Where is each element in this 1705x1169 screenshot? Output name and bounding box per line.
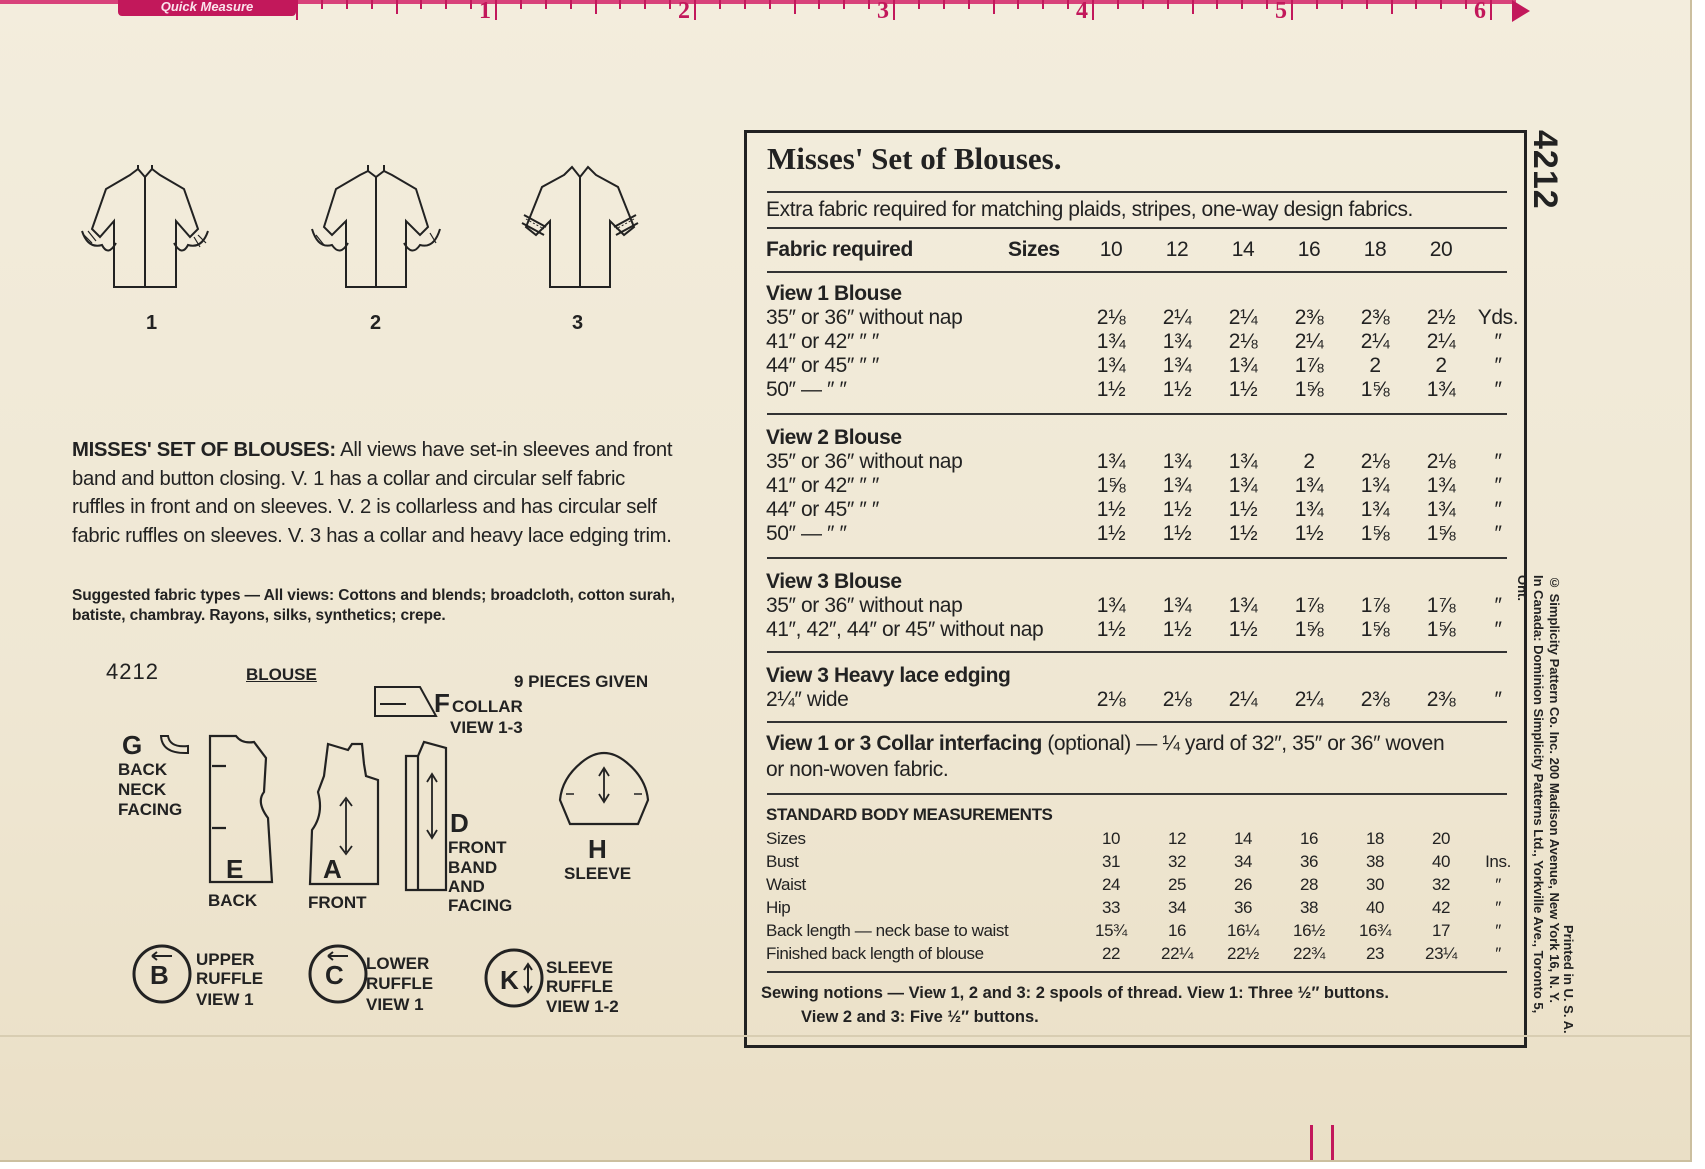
sewing-notions: [761, 981, 1513, 1029]
ruler-tick: [595, 0, 597, 14]
front-band-piece-shape: [402, 738, 450, 894]
row-label: 41″ or 42″ ″ ″: [766, 474, 879, 497]
divider: [767, 271, 1507, 273]
row-label: Waist: [766, 875, 806, 894]
row-cell: 1½: [1162, 498, 1192, 521]
divider: [767, 971, 1507, 973]
row-label: 35″ or 36″ without nap: [766, 306, 963, 329]
row-cell: 1⅞: [1426, 594, 1456, 617]
piece-B-letter: B: [150, 960, 169, 990]
piece-G-name-3: FACING: [118, 800, 183, 819]
row-cell: 17: [1431, 921, 1451, 940]
row-cell: 1½: [1096, 378, 1126, 401]
row-label: 41″, 42″, 44″ or 45″ without nap: [766, 618, 1044, 641]
row-cell: 1⅝: [1360, 522, 1390, 545]
row-label: Sizes: [766, 829, 806, 848]
row-cell: 2¼: [1294, 688, 1324, 711]
row-unit: ″: [1494, 618, 1502, 641]
ruler-tick: [1167, 0, 1169, 9]
divider: [767, 413, 1507, 415]
ruler-tick: [1142, 0, 1144, 9]
ruler-tick: [619, 0, 621, 9]
row-cell: 32: [1431, 875, 1451, 894]
ruler-tick: [1216, 0, 1218, 9]
row-cell: 1¾: [1360, 498, 1390, 521]
size-header: 16: [1297, 238, 1321, 261]
ruler-tick: [445, 0, 447, 9]
row-cell: 1¾: [1162, 594, 1192, 617]
row-cell: 2¼: [1162, 306, 1192, 329]
row-cell: 34: [1233, 852, 1253, 871]
piece-C-name-2: RUFFLE: [366, 974, 434, 993]
row-cell: 2⅜: [1360, 688, 1390, 711]
row-cell: 10: [1101, 829, 1121, 848]
row-cell: 24: [1101, 875, 1121, 894]
row-cell: 1½: [1162, 522, 1192, 545]
row-cell: 31: [1101, 852, 1121, 871]
interfacing-text: (optional) — ¼ yard of 32″, 35″ or 36″ woven: [1047, 732, 1445, 755]
row-cell: 33: [1101, 898, 1121, 917]
row-unit: ″: [1494, 474, 1502, 497]
row-cell: 23: [1365, 944, 1385, 963]
sketch-label-1: 1: [146, 312, 158, 334]
row-unit: ″: [1494, 450, 1502, 473]
piece-K-name-1: SLEEVE: [546, 958, 614, 977]
ruler-tick: [1042, 0, 1044, 9]
copyright-text: [1515, 575, 1562, 1035]
ruler-tick: [1490, 0, 1492, 20]
ruler-tick: [346, 0, 348, 9]
row-label: 50″ — ″ ″: [766, 522, 847, 545]
piece-F-name: COLLAR: [452, 697, 523, 716]
canada-line: In Canada: Dominion Simplicity Patterns Ltd., Yorkville Ave., Toronto 5, Ont.: [1515, 575, 1546, 1014]
size-header: 14: [1231, 238, 1255, 261]
row-cell: 2: [1303, 450, 1315, 473]
row-unit: ″: [1494, 522, 1502, 545]
ruler-number-1: 1: [479, 0, 491, 24]
ruler-tick: [1440, 0, 1442, 9]
divider: [767, 651, 1507, 653]
row-unit: Ins.: [1485, 852, 1511, 871]
row-cell: 1¾: [1228, 354, 1258, 377]
ruler-tick: [993, 0, 995, 14]
fabric-required-label: Fabric required: [766, 238, 913, 261]
piece-K-letter: K: [500, 965, 519, 995]
row-cell: 20: [1431, 829, 1451, 848]
row-cell: 30: [1365, 875, 1385, 894]
row-cell: 12: [1167, 829, 1187, 848]
row-cell: 1¾: [1162, 354, 1192, 377]
row-cell: 18: [1365, 829, 1385, 848]
suggested-fabric-types: Suggested fabric types — All views: Cottons and blends; broadcloth, cotton surah, batiste, chambray. Rayons, silks, synthetics; crepe.: [72, 587, 675, 624]
quick-measure-ruler: [0, 0, 1540, 22]
row-unit: ″: [1494, 594, 1502, 617]
ruler-tick: [769, 0, 771, 9]
row-cell: 1⅞: [1360, 594, 1390, 617]
divider: [767, 721, 1507, 723]
row-cell: 1¾: [1228, 474, 1258, 497]
row-cell: 2⅛: [1360, 450, 1390, 473]
ruler-tick: [943, 0, 945, 9]
row-cell: 1⅝: [1426, 522, 1456, 545]
row-cell: 1¾: [1294, 498, 1324, 521]
piece-A-name: FRONT: [308, 893, 367, 912]
divider: [767, 557, 1507, 559]
row-cell: 2⅛: [1228, 330, 1258, 353]
size-header: 10: [1099, 238, 1123, 261]
divider: [767, 227, 1507, 229]
ruler-number-2: 2: [678, 0, 690, 24]
interfacing-heading: View 1 or 3 Collar interfacing: [766, 732, 1042, 755]
row-label: 35″ or 36″ without nap: [766, 594, 963, 617]
piece-D-name-2: BAND: [448, 858, 498, 877]
piece-B-name-1: UPPER: [196, 950, 255, 969]
row-cell: 1¾: [1096, 354, 1126, 377]
ruler-tick: [1366, 0, 1368, 9]
row-unit: ″: [1494, 354, 1502, 377]
ruler-number-5: 5: [1275, 0, 1287, 24]
row-cell: 2⅜: [1360, 306, 1390, 329]
row-unit: ″: [1495, 898, 1501, 917]
ruler-tick: [396, 0, 398, 14]
blouse-view-2-sketch: [308, 165, 443, 295]
piece-G-name-1: BACK: [118, 760, 168, 779]
row-cell: 1¾: [1426, 378, 1456, 401]
sketch-label-3: 3: [572, 312, 584, 334]
blouse-view-1-sketch: [80, 165, 210, 295]
row-cell: 1½: [1096, 618, 1126, 641]
piece-D-letter: D: [450, 808, 469, 838]
neck-facing-piece-shape: [158, 732, 192, 756]
ruler-tick: [321, 0, 323, 9]
ruler-number-3: 3: [877, 0, 889, 24]
row-cell: 1⅝: [1360, 618, 1390, 641]
ruler-tick: [545, 0, 547, 9]
ruler-tick: [1241, 0, 1243, 9]
notions-line-2: View 2 and 3: Five ½″ buttons.: [801, 1008, 1039, 1026]
row-cell: 2¼: [1360, 330, 1390, 353]
piece-G-name-2: NECK: [118, 780, 167, 799]
row-cell: 1¾: [1360, 474, 1390, 497]
row-cell: 2⅜: [1426, 688, 1456, 711]
piece-F-letter: F: [434, 688, 450, 718]
row-label: Finished back length of blouse: [766, 944, 984, 963]
row-cell: 16¼: [1227, 921, 1259, 940]
pattern-description: [72, 436, 680, 550]
ruler-tick: [843, 0, 845, 9]
piece-F-view: VIEW 1-3: [450, 718, 523, 737]
pieces-pattern-number: 4212: [106, 659, 159, 684]
row-label: Back length — neck base to waist: [766, 921, 1009, 940]
piece-A-letter: A: [323, 854, 342, 884]
row-unit: ″: [1494, 378, 1502, 401]
ruler-tick: [1391, 0, 1393, 14]
ruler-tick: [644, 0, 646, 9]
row-label: Bust: [766, 852, 799, 871]
ruler-tick: [719, 0, 721, 9]
row-cell: 1¾: [1162, 474, 1192, 497]
pieces-garment: BLOUSE: [246, 665, 317, 684]
ruler-tick: [520, 0, 522, 9]
row-unit: ″: [1494, 688, 1502, 711]
piece-D-name-1: FRONT: [448, 838, 507, 857]
row-cell: 1⅝: [1294, 618, 1324, 641]
row-unit: ″: [1495, 921, 1501, 940]
row-cell: 2⅛: [1162, 688, 1192, 711]
row-cell: 40: [1431, 852, 1451, 871]
ruler-mark: [1310, 1125, 1334, 1161]
divider: [767, 793, 1507, 795]
blouse-view-3-sketch: [516, 165, 646, 295]
printed-in-usa: Printed in U. S. A.: [1561, 925, 1576, 1034]
row-cell: 36: [1299, 852, 1319, 871]
row-cell: 1½: [1294, 522, 1324, 545]
notions-line-1: Sewing notions — View 1, 2 and 3: 2 spools of thread. View 1: Three ½″ buttons.: [761, 984, 1389, 1002]
row-cell: 28: [1299, 875, 1319, 894]
ruler-tick: [893, 0, 895, 20]
row-cell: 1¾: [1228, 450, 1258, 473]
row-cell: 2: [1435, 354, 1447, 377]
row-cell: 22¾: [1293, 944, 1325, 963]
row-cell: 1¾: [1162, 450, 1192, 473]
row-cell: 1⅝: [1096, 474, 1126, 497]
row-cell: 2⅛: [1426, 450, 1456, 473]
piece-B-name-2: RUFFLE: [196, 969, 264, 988]
row-cell: 2½: [1426, 306, 1456, 329]
sleeve-piece-shape: [556, 744, 652, 828]
row-cell: 1½: [1096, 522, 1126, 545]
ruler-tick: [470, 0, 472, 9]
ruler-tick: [794, 0, 796, 14]
ruler-tick: [694, 0, 696, 20]
sizes-label: Sizes: [1008, 238, 1060, 261]
ruler-tick: [1092, 0, 1094, 20]
size-header: 18: [1363, 238, 1387, 261]
row-cell: 16: [1167, 921, 1187, 940]
row-unit: ″: [1494, 498, 1502, 521]
row-cell: 1½: [1162, 378, 1192, 401]
row-cell: 1½: [1228, 522, 1258, 545]
piece-C-name-3: VIEW 1: [366, 995, 424, 1014]
chart-title: Misses' Set of Blouses.: [767, 141, 1062, 176]
row-cell: 1¾: [1426, 498, 1456, 521]
row-cell: 2⅛: [1096, 688, 1126, 711]
ruler-tick: [296, 0, 298, 20]
row-cell: 2¼: [1426, 330, 1456, 353]
row-cell: 2⅜: [1294, 306, 1324, 329]
row-cell: 2¼: [1228, 306, 1258, 329]
description-body: All views have set-in sleeves and front band and button closing. V. 1 has a collar and circular self fabric ruffles in front and on sleeves. V. 2 is collarless and has circular self fabric ruffles on sleeves. V. 3 has a collar and heavy lace edging trim.: [72, 439, 673, 547]
row-label: 2¼″ wide: [766, 688, 849, 711]
pattern-number-vertical: 4212: [1526, 130, 1564, 210]
row-unit: ″: [1494, 330, 1502, 353]
ruler-tick: [1465, 0, 1467, 9]
quick-measure-badge: Quick Measure: [118, 0, 296, 16]
ruler-tick: [1192, 0, 1194, 14]
row-cell: 22¼: [1161, 944, 1193, 963]
row-cell: 1¾: [1096, 450, 1126, 473]
row-cell: 38: [1299, 898, 1319, 917]
ruler-tick: [1117, 0, 1119, 9]
row-cell: 1¾: [1228, 594, 1258, 617]
row-cell: 36: [1233, 898, 1253, 917]
row-label: 50″ — ″ ″: [766, 378, 847, 401]
ruler-tick: [1316, 0, 1318, 9]
row-cell: 1½: [1162, 618, 1192, 641]
row-cell: 1¾: [1162, 330, 1192, 353]
row-cell: 2: [1369, 354, 1381, 377]
ruler-tick: [1291, 0, 1293, 20]
piece-D-name-4: FACING: [448, 896, 513, 915]
piece-H-name: SLEEVE: [564, 864, 632, 883]
piece-B-name-3: VIEW 1: [196, 990, 254, 1009]
piece-K-name-2: RUFFLE: [546, 977, 614, 996]
ruler-tick: [371, 0, 373, 9]
ruler-tick: [868, 0, 870, 9]
ruler-tick: [495, 0, 497, 20]
row-cell: 2¼: [1228, 688, 1258, 711]
ruler-tick: [420, 0, 422, 9]
size-header: 12: [1165, 238, 1189, 261]
row-cell: 2⅛: [1096, 306, 1126, 329]
row-cell: 1⅞: [1294, 354, 1324, 377]
row-label: 44″ or 45″ ″ ″: [766, 354, 879, 377]
row-cell: 1¾: [1294, 474, 1324, 497]
row-label: Hip: [766, 898, 791, 917]
size-header: 20: [1429, 238, 1453, 261]
row-cell: 1½: [1228, 498, 1258, 521]
ruler-tick: [669, 0, 671, 9]
ruler-tick: [1341, 0, 1343, 9]
row-label: 41″ or 42″ ″ ″: [766, 330, 879, 353]
row-cell: 1⅞: [1294, 594, 1324, 617]
row-cell: 1⅝: [1294, 378, 1324, 401]
front-piece-shape: [306, 740, 382, 888]
ruler-tick: [570, 0, 572, 9]
ruler-number-6: 6: [1474, 0, 1486, 24]
row-cell: 42: [1431, 898, 1451, 917]
ruler-tick: [968, 0, 970, 9]
piece-C-name-1: LOWER: [366, 954, 430, 973]
row-cell: 1¾: [1096, 330, 1126, 353]
row-cell: 34: [1167, 898, 1187, 917]
ruler-tick: [918, 0, 920, 9]
collar-piece-shape: [372, 684, 438, 720]
piece-E-letter: E: [226, 854, 244, 884]
row-cell: 1¾: [1096, 594, 1126, 617]
row-unit: Yds.: [1477, 306, 1519, 329]
row-cell: 25: [1167, 875, 1187, 894]
row-cell: 1½: [1228, 378, 1258, 401]
pieces-count: 9 PIECES GIVEN: [514, 672, 649, 691]
ruler-tick: [1017, 0, 1019, 9]
piece-H-letter: H: [588, 834, 607, 864]
piece-C-letter: C: [325, 960, 344, 990]
ruler-tick: [818, 0, 820, 9]
ruler-tick: [744, 0, 746, 9]
piece-K-name-3: VIEW 1-2: [546, 997, 619, 1016]
row-cell: 16½: [1293, 921, 1325, 940]
description-heading: MISSES' SET OF BLOUSES:: [72, 439, 336, 461]
row-cell: 23¼: [1425, 944, 1457, 963]
piece-D-name-3: AND: [448, 877, 485, 896]
row-cell: 1½: [1228, 618, 1258, 641]
yardage-chart: Misses' Set of Blouses. Extra fabric required for matching plaids, stripes, one-way design fabrics. Fabric required Sizes 10 12 14 16 18 20 View 1 Blouse 35″ or 36″ without nap 2⅛ 2¼ 2¼ 2⅜ 2⅜ 2½ Yds. 41″ or 42″ ″ ″ 1¾ 1¾ 2⅛ 2¼ 2¼ 2¼ ″ 44″ or 45″ ″ ″ 1¾ 1¾ 1¾ 1⅞ 2 2 ″ 50″ — ″ ″ 1½ 1½ 1½ 1⅝ 1⅝ 1¾ ″ View 2 Blouse 35″ or 36″ without nap 1¾ 1¾ 1¾ 2 2⅛ 2⅛ ″ 41″ or 42″ ″ ″ 1⅝ 1¾ 1¾ 1¾ 1¾ 1¾ ″ 44″ or 45″ ″ ″ 1½ 1½ 1½ 1¾ 1¾ 1¾ ″ 50″ — ″ ″ 1½ 1½ 1½ 1½ 1⅝ 1⅝ ″ View 3 Blouse 35″ or 36″ without nap 1¾ 1¾ 1¾ 1⅞ 1⅞ 1⅞ ″ 41″, 42″, 44″ or 45″ without nap 1½ 1½ 1½ 1⅝ 1⅝ 1⅝ ″ View 3 Heavy lace edging 2¼″ wide 2⅛ 2⅛ 2¼ 2¼ 2⅜ 2⅜ ″ View 1 or 3 Collar interfacing (optional) — ¼ yard of 32″, 35″ or 36″ woven or non-woven fabric. STANDARD BODY MEASUREMENTS Sizes 10 12 14 16 18 20 Bust 31 32 34 36 38 40 Ins. Waist 24 25 26 28 30 32 ″ Hip 33 34 36 38 40 42 ″ Back length — neck base to waist 15¾ 16 16¼ 16½ 16¾ 17 ″ Finished back length of blouse 22 22¼ 22½ 22¾ 23 23¼ ″ Sewing notions — View 1, 2 and 3: 2 spools of thread. View 1: Three ½″ buttons. View 2 and 3: Five ½″ buttons.: [744, 130, 1527, 1048]
row-unit: ″: [1495, 875, 1501, 894]
row-cell: 40: [1365, 898, 1385, 917]
row-cell: 1⅝: [1426, 618, 1456, 641]
row-cell: 1¾: [1426, 474, 1456, 497]
ruler-edge: [0, 0, 120, 4]
row-cell: 15¾: [1095, 921, 1127, 940]
row-cell: 22½: [1227, 944, 1259, 963]
row-cell: 2¼: [1294, 330, 1324, 353]
row-cell: 38: [1365, 852, 1385, 871]
row-cell: 1½: [1096, 498, 1126, 521]
copyright-line: © Simplicity Pattern Co. Inc. 200 Madison Avenue, New York 16, N. Y.: [1547, 575, 1562, 1004]
divider: [767, 191, 1507, 193]
piece-E-name: BACK: [208, 891, 258, 910]
sketch-label-2: 2: [370, 312, 382, 334]
row-cell: 1⅝: [1360, 378, 1390, 401]
piece-G-letter: G: [122, 730, 143, 760]
ruler-tick: [1067, 0, 1069, 9]
row-label: 35″ or 36″ without nap: [766, 450, 963, 473]
ruler-number-4: 4: [1076, 0, 1088, 24]
row-cell: 16¾: [1359, 921, 1391, 940]
row-label: 44″ or 45″ ″ ″: [766, 498, 879, 521]
row-cell: 14: [1233, 829, 1253, 848]
ruler-tick: [1415, 0, 1417, 9]
row-cell: 32: [1167, 852, 1187, 871]
row-cell: 22: [1101, 944, 1121, 963]
ruler-tick: [1266, 0, 1268, 9]
envelope-flap-edge: [0, 1035, 1690, 1037]
row-cell: 16: [1299, 829, 1319, 848]
row-cell: 26: [1233, 875, 1253, 894]
ruler-arrow-icon: [1512, 0, 1530, 22]
row-unit: ″: [1495, 944, 1501, 963]
